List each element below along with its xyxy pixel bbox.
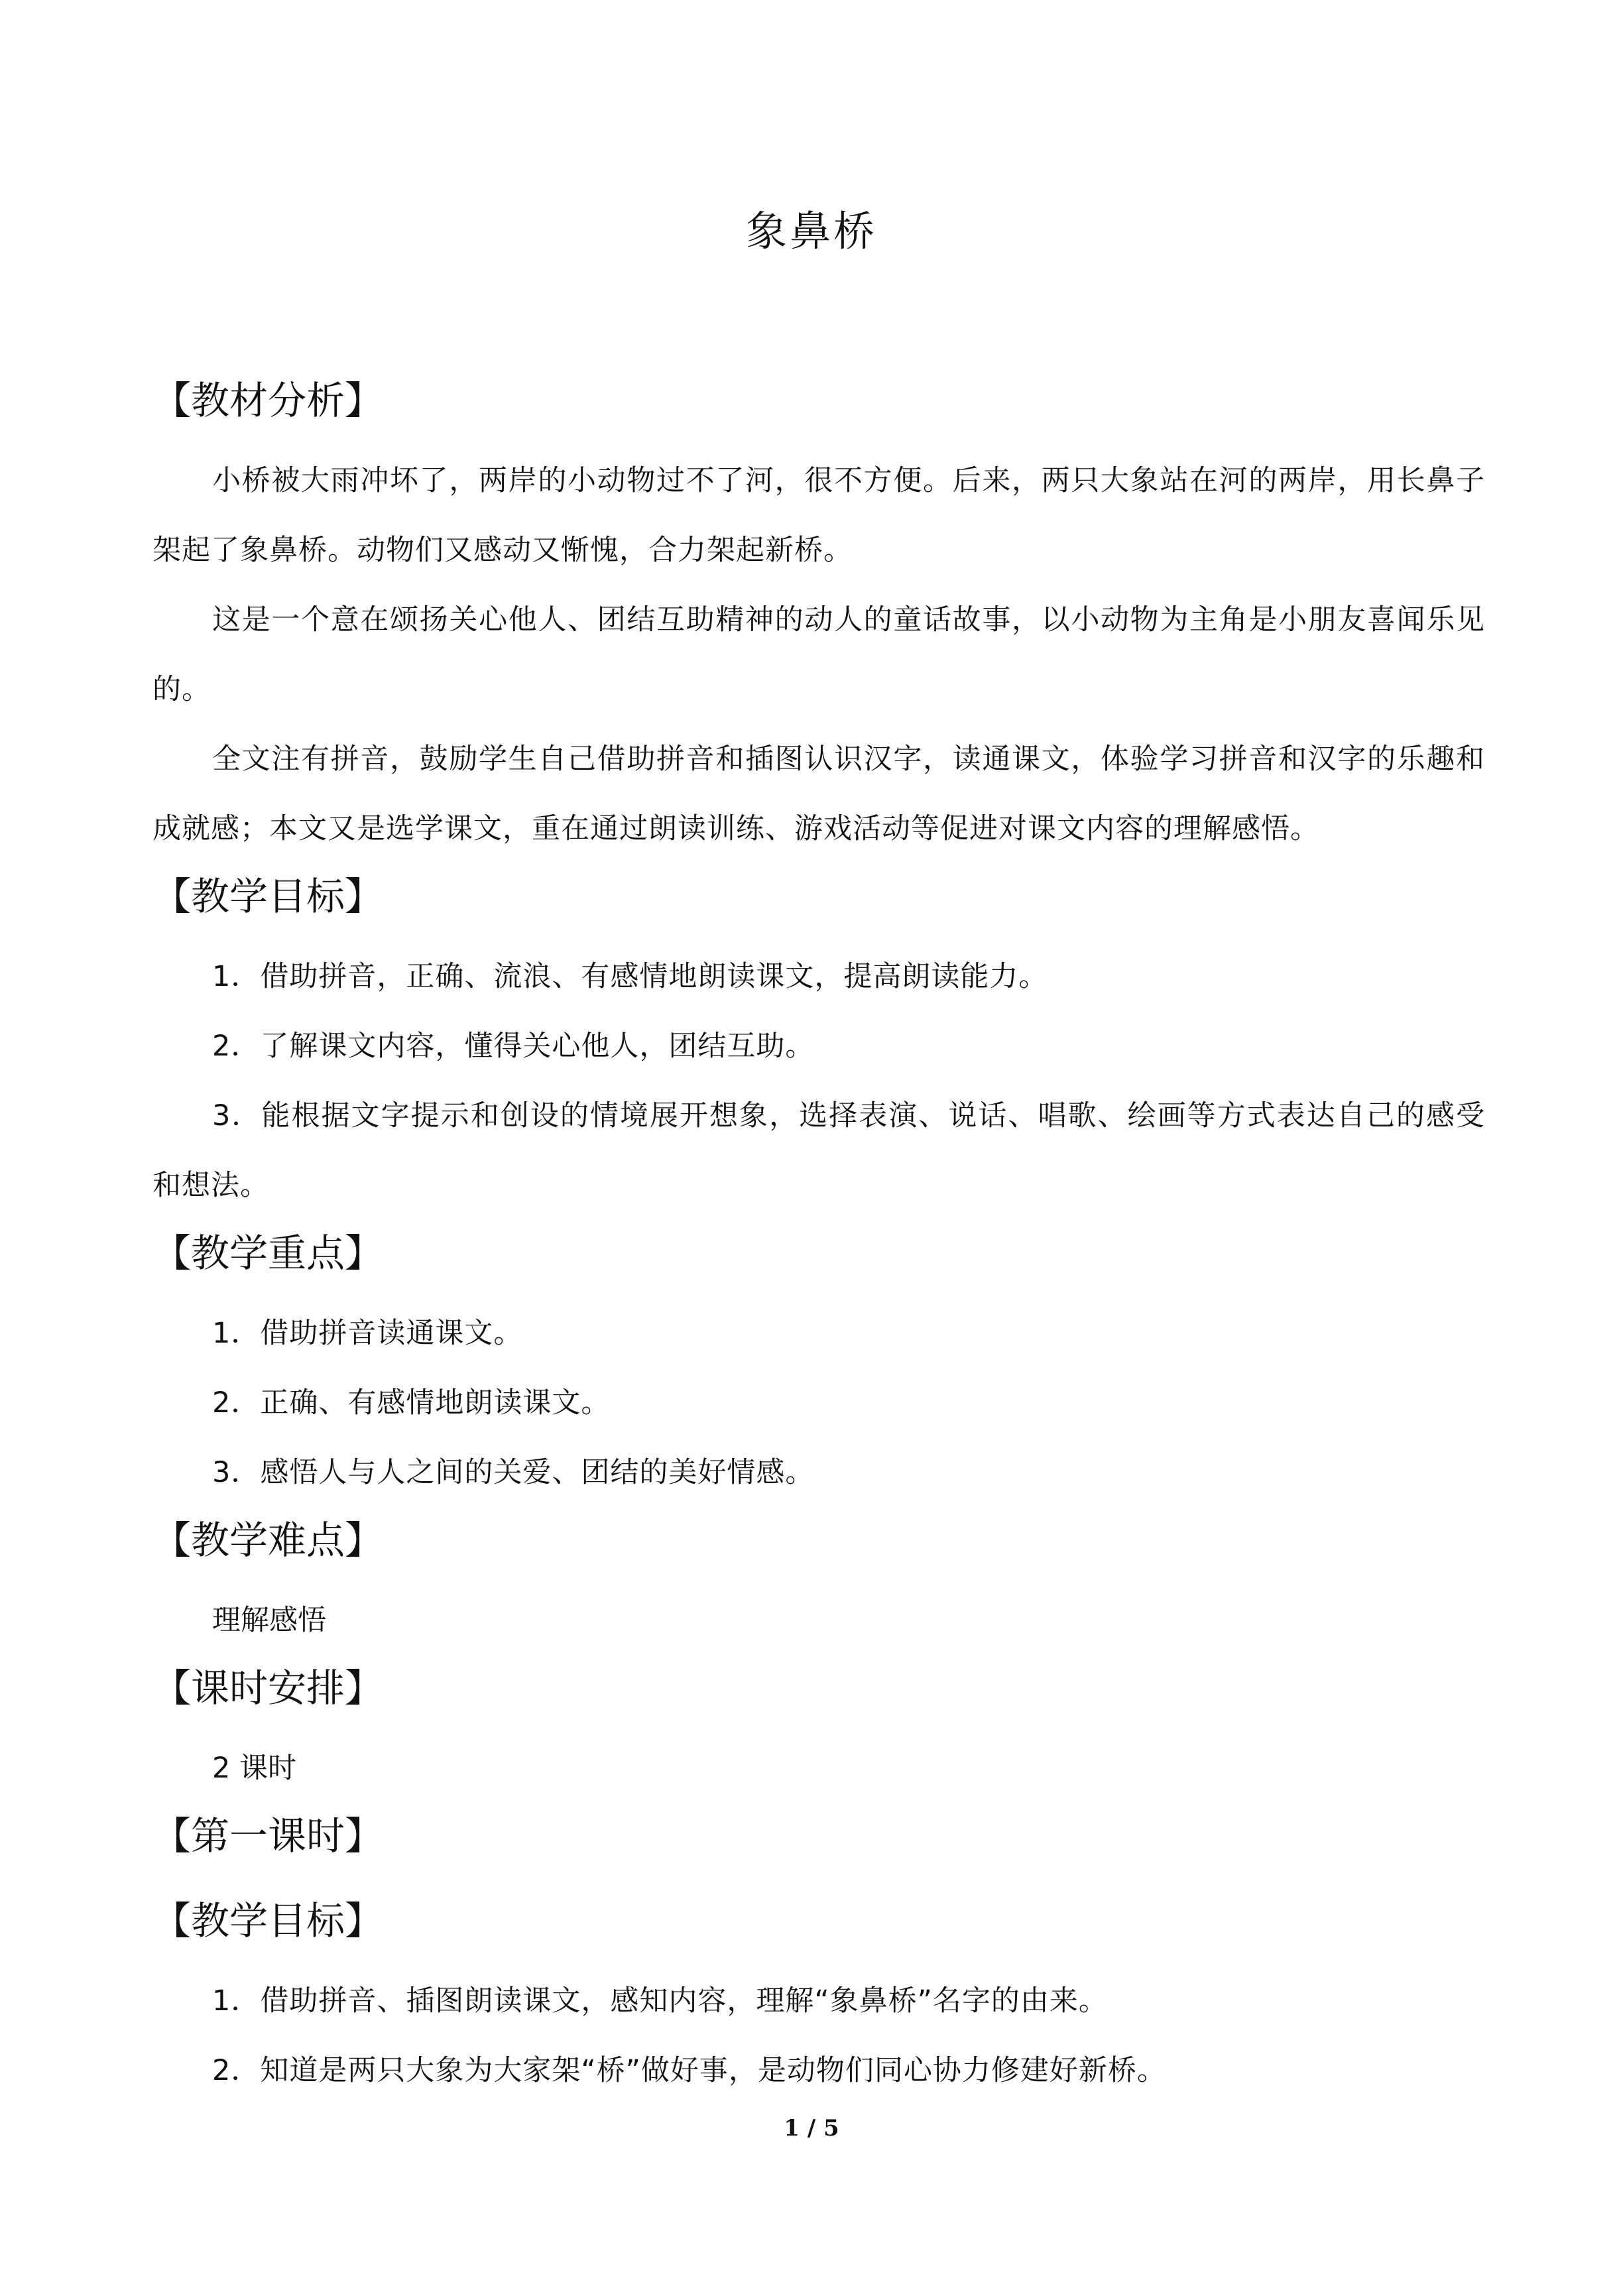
list-item: 1．借助拼音、插图朗读课文，感知内容，理解“象鼻桥”名字的由来。 bbox=[212, 1984, 1108, 2018]
section-text: 理解感悟 bbox=[212, 1604, 326, 1637]
section-heading-lesson-goals: 【教学目标】 bbox=[152, 1898, 384, 1943]
section-heading-difficulties: 【教学难点】 bbox=[152, 1518, 384, 1563]
list-item: 2．正确、有感情地朗读课文。 bbox=[212, 1386, 611, 1420]
list-item: 1．借助拼音读通课文。 bbox=[212, 1317, 523, 1350]
list-item: 3．能根据文字提示和创设的情境展开想象，选择表演、说话、唱歌、绘画等方式表达自己的感受和想法。 bbox=[152, 1099, 1485, 1202]
paragraph: 全文注有拼音，鼓励学生自己借助拼音和插图认识汉字，读通课文，体验学习拼音和汉字的乐趣和成就感；本文又是选学课文，重在通过朗读训练、游戏活动等促进对课文内容的理解感悟。 bbox=[152, 743, 1485, 845]
paragraph: 小桥被大雨冲坏了，两岸的小动物过不了河，很不方便。后来，两只大象站在河的两岸，用长鼻子架起了象鼻桥。动物们又感动又惭愧，合力架起新桥。 bbox=[152, 464, 1485, 567]
list-item: 2．知道是两只大象为大家架“桥”做好事，是动物们同心协力修建好新桥。 bbox=[212, 2054, 1166, 2087]
section-heading-schedule: 【课时安排】 bbox=[152, 1665, 384, 1711]
document-title: 象鼻桥 bbox=[745, 207, 877, 255]
document-body bbox=[152, 378, 1485, 2106]
section-text: 2 课时 bbox=[212, 1752, 297, 1785]
section-heading-teaching-goals: 【教学目标】 bbox=[152, 874, 384, 919]
paragraph: 这是一个意在颂扬关心他人、团结互助精神的动人的童话故事，以小动物为主角是小朋友喜闻乐见的。 bbox=[152, 603, 1485, 706]
page-number: 1 / 5 bbox=[784, 2115, 839, 2142]
list-item: 3．感悟人与人之间的关爱、团结的美好情感。 bbox=[212, 1456, 815, 1489]
list-item: 2．了解课文内容，懂得关心他人，团结互助。 bbox=[212, 1030, 815, 1063]
section-heading-textbook-analysis: 【教材分析】 bbox=[152, 378, 384, 423]
list-item: 1．借助拼音，正确、流浪、有感情地朗读课文，提高朗读能力。 bbox=[212, 960, 1048, 993]
section-heading-key-points: 【教学重点】 bbox=[152, 1231, 384, 1276]
section-heading-first-lesson: 【第一课时】 bbox=[152, 1813, 384, 1858]
